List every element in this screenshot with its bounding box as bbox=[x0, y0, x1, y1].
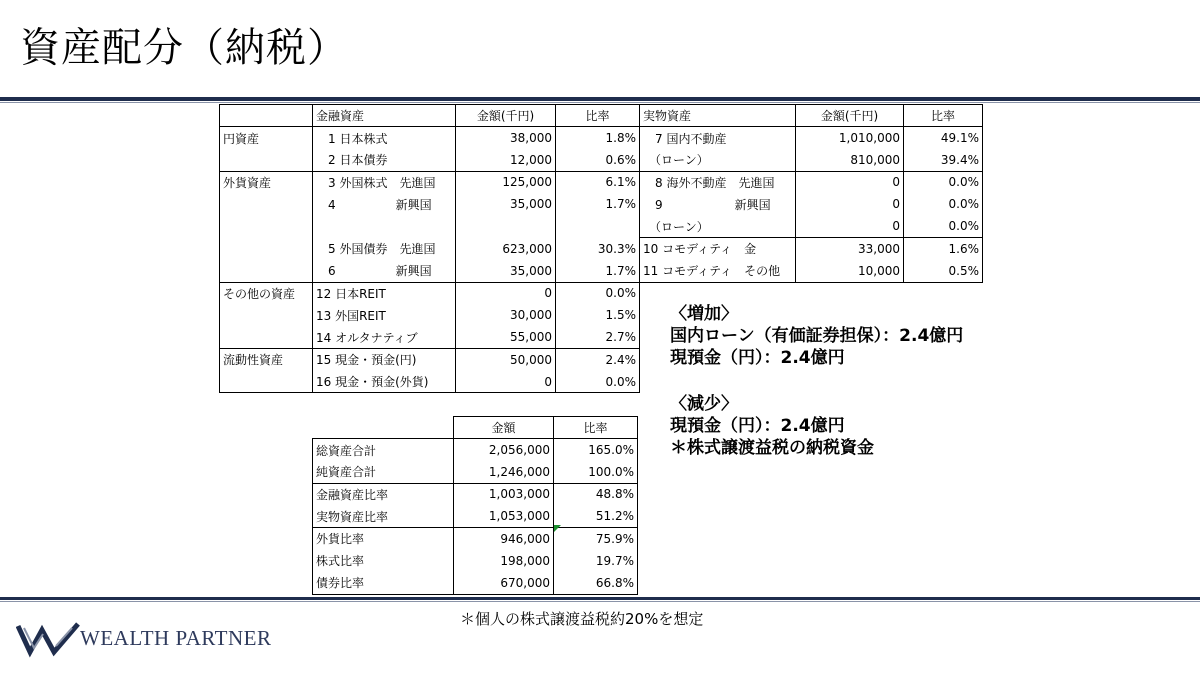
table-cell: （ローン） bbox=[640, 215, 796, 237]
header-divider bbox=[0, 97, 1200, 101]
table-row bbox=[220, 215, 983, 237]
table-cell: 0 bbox=[796, 193, 904, 215]
table-cell: 0.5% bbox=[904, 260, 983, 282]
table-row bbox=[220, 282, 983, 304]
table-cell: 0.0% bbox=[556, 282, 640, 304]
summary-cell: 75.9% bbox=[554, 527, 638, 549]
table-cell: 4 新興国 bbox=[313, 193, 456, 215]
summary-cell: 外貨比率 bbox=[313, 527, 454, 549]
summary-cell: 1,246,000 bbox=[454, 461, 554, 483]
table-cell: 0 bbox=[796, 171, 904, 193]
decrease-line-2: ＊株式譲渡益税の納税資金 bbox=[670, 438, 874, 458]
header-cell: 比率 bbox=[904, 105, 983, 127]
summary-row bbox=[313, 527, 638, 549]
summary-cell: 金融資産比率 bbox=[313, 483, 454, 505]
footer-divider-thin bbox=[0, 601, 1200, 602]
wealth-partner-logo-icon bbox=[16, 620, 80, 660]
table-cell: 11 コモディティ その他 bbox=[640, 260, 796, 282]
summary-cell: 66.8% bbox=[554, 572, 638, 594]
table-cell: 3 外国株式 先進国 bbox=[313, 171, 456, 193]
table-cell bbox=[220, 260, 313, 282]
summary-cell: 債券比率 bbox=[313, 572, 454, 594]
table-cell bbox=[220, 149, 313, 171]
table-cell: 円資産 bbox=[220, 127, 313, 149]
logo-wordmark: WEALTH PARTNER bbox=[80, 626, 272, 650]
table-row bbox=[220, 371, 983, 393]
table-cell: 流動性資産 bbox=[220, 349, 313, 371]
table-cell: 14 オルタナティブ bbox=[313, 326, 456, 348]
summary-row bbox=[313, 572, 638, 594]
table-cell: 33,000 bbox=[796, 238, 904, 260]
table-cell: 16 現金・預金(外貨) bbox=[313, 371, 456, 393]
table-cell: 1.6% bbox=[904, 238, 983, 260]
summary-header-cell: 金額 bbox=[454, 417, 554, 439]
summary-cell: 1,053,000 bbox=[454, 505, 554, 527]
decrease-line-1: 現預金（円）：2.4億円 bbox=[670, 416, 845, 436]
summary-row bbox=[313, 439, 638, 461]
summary-row bbox=[313, 550, 638, 572]
table-cell: 2 日本債券 bbox=[313, 149, 456, 171]
table-cell: 810,000 bbox=[796, 149, 904, 171]
summary-cell: 946,000 bbox=[454, 527, 554, 549]
table-cell: 10,000 bbox=[796, 260, 904, 282]
table-cell bbox=[904, 371, 983, 393]
decrease-notes bbox=[670, 393, 874, 459]
summary-cell: 19.7% bbox=[554, 550, 638, 572]
table-row bbox=[220, 193, 983, 215]
table-cell bbox=[220, 326, 313, 348]
table-cell: 38,000 bbox=[456, 127, 556, 149]
table-cell bbox=[640, 371, 796, 393]
summary-table bbox=[312, 416, 638, 595]
table-cell: 0.0% bbox=[904, 193, 983, 215]
table-cell bbox=[556, 215, 640, 237]
summary-cell: 実物資産比率 bbox=[313, 505, 454, 527]
table-cell bbox=[904, 282, 983, 304]
table-cell: 55,000 bbox=[456, 326, 556, 348]
increase-notes bbox=[670, 303, 963, 369]
table-row bbox=[220, 149, 983, 171]
table-cell: 8 海外不動産 先進国 bbox=[640, 171, 796, 193]
table-cell: その他の資産 bbox=[220, 282, 313, 304]
decrease-heading: 〈減少〉 bbox=[670, 394, 738, 414]
table-cell: 6 新興国 bbox=[313, 260, 456, 282]
footnote: ＊個人の株式譲渡益税約20%を想定 bbox=[460, 610, 704, 628]
summary-cell: 198,000 bbox=[454, 550, 554, 572]
header-cell: 金額(千円) bbox=[796, 105, 904, 127]
summary-cell: 100.0% bbox=[554, 461, 638, 483]
table-cell bbox=[456, 215, 556, 237]
table-cell bbox=[313, 215, 456, 237]
table-cell: 49.1% bbox=[904, 127, 983, 149]
summary-cell: 株式比率 bbox=[313, 550, 454, 572]
table-cell bbox=[220, 238, 313, 260]
header-divider-thin bbox=[0, 102, 1200, 103]
summary-row bbox=[313, 461, 638, 483]
table-cell: 0.0% bbox=[904, 171, 983, 193]
summary-cell: 165.0% bbox=[554, 439, 638, 461]
table-cell: 125,000 bbox=[456, 171, 556, 193]
table-cell: 39.4% bbox=[904, 149, 983, 171]
table-cell: 7 国内不動産 bbox=[640, 127, 796, 149]
increase-line-2: 現預金（円）：2.4億円 bbox=[670, 348, 845, 368]
table-cell bbox=[220, 304, 313, 326]
summary-row bbox=[313, 483, 638, 505]
table-cell: 1.5% bbox=[556, 304, 640, 326]
table-cell: 5 外国債券 先進国 bbox=[313, 238, 456, 260]
table-cell: 2.7% bbox=[556, 326, 640, 348]
increase-heading: 〈増加〉 bbox=[670, 304, 738, 324]
table-cell bbox=[640, 282, 796, 304]
table-cell: 1 日本株式 bbox=[313, 127, 456, 149]
table-cell bbox=[796, 371, 904, 393]
summary-header-row bbox=[313, 417, 638, 439]
table-row bbox=[220, 260, 983, 282]
table-row bbox=[220, 171, 983, 193]
header-cell bbox=[220, 105, 313, 127]
header-row bbox=[220, 105, 983, 127]
table-cell: 0 bbox=[456, 371, 556, 393]
table-cell: 30.3% bbox=[556, 238, 640, 260]
table-cell bbox=[220, 193, 313, 215]
summary-cell: 2,056,000 bbox=[454, 439, 554, 461]
table-cell: 10 コモディティ 金 bbox=[640, 238, 796, 260]
table-cell: 外貨資産 bbox=[220, 171, 313, 193]
table-cell: 0 bbox=[796, 215, 904, 237]
header-cell: 金額(千円) bbox=[456, 105, 556, 127]
table-cell: 35,000 bbox=[456, 193, 556, 215]
table-cell bbox=[220, 371, 313, 393]
table-cell: 0 bbox=[456, 282, 556, 304]
summary-cell: 670,000 bbox=[454, 572, 554, 594]
table-cell: 1.7% bbox=[556, 193, 640, 215]
table-cell: 1.8% bbox=[556, 127, 640, 149]
cell-comment-marker bbox=[554, 525, 561, 532]
summary-cell: 48.8% bbox=[554, 483, 638, 505]
table-cell: 35,000 bbox=[456, 260, 556, 282]
table-cell: 6.1% bbox=[556, 171, 640, 193]
header-cell: 実物資産 bbox=[640, 105, 796, 127]
summary-cell: 総資産合計 bbox=[313, 439, 454, 461]
table-cell: 12 日本REIT bbox=[313, 282, 456, 304]
table-cell bbox=[220, 215, 313, 237]
summary-cell: 純資産合計 bbox=[313, 461, 454, 483]
table-cell: 2.4% bbox=[556, 349, 640, 371]
summary-row bbox=[313, 505, 638, 527]
table-row bbox=[220, 238, 983, 260]
company-logo bbox=[16, 620, 276, 660]
table-cell: 30,000 bbox=[456, 304, 556, 326]
table-cell: 0.0% bbox=[556, 371, 640, 393]
table-cell: 1.7% bbox=[556, 260, 640, 282]
summary-header-cell bbox=[313, 417, 454, 439]
table-cell: 0.0% bbox=[904, 215, 983, 237]
table-cell: 12,000 bbox=[456, 149, 556, 171]
footer-divider bbox=[0, 597, 1200, 600]
table-cell: （ローン） bbox=[640, 149, 796, 171]
summary-cell: 1,003,000 bbox=[454, 483, 554, 505]
increase-line-1: 国内ローン（有価証券担保）：2.4億円 bbox=[670, 326, 964, 346]
table-cell: 13 外国REIT bbox=[313, 304, 456, 326]
table-cell: 15 現金・預金(円) bbox=[313, 349, 456, 371]
table-cell: 1,010,000 bbox=[796, 127, 904, 149]
summary-cell: 51.2% bbox=[554, 505, 638, 527]
table-cell bbox=[796, 282, 904, 304]
summary-header-cell: 比率 bbox=[554, 417, 638, 439]
page-title: 資産配分（納税） bbox=[20, 25, 348, 71]
header-cell: 比率 bbox=[556, 105, 640, 127]
table-cell: 0.6% bbox=[556, 149, 640, 171]
table-cell: 9 新興国 bbox=[640, 193, 796, 215]
table-cell: 623,000 bbox=[456, 238, 556, 260]
table-row bbox=[220, 127, 983, 149]
table-cell: 50,000 bbox=[456, 349, 556, 371]
header-cell: 金融資産 bbox=[313, 105, 456, 127]
